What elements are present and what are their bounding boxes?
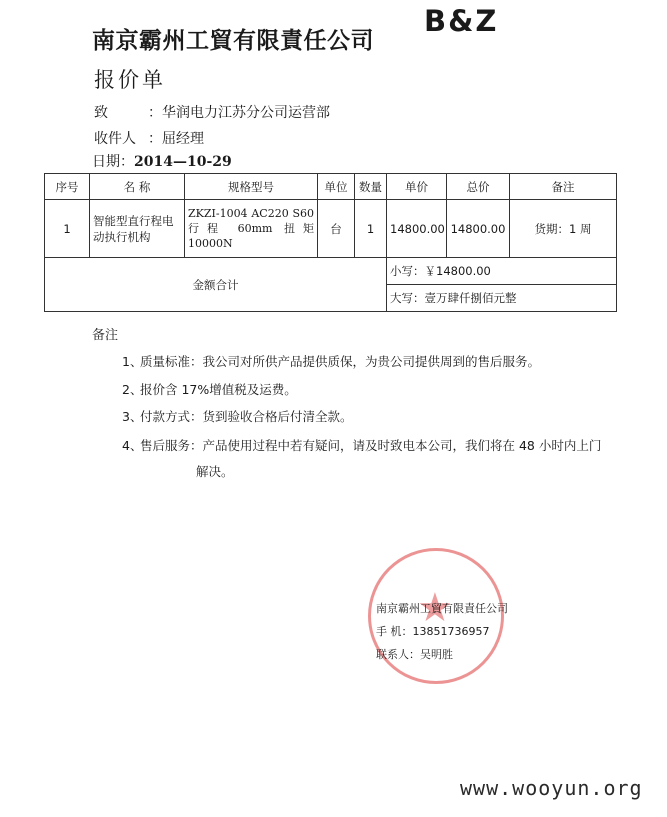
note-item-1: [122, 352, 540, 370]
date-line: [92, 151, 232, 171]
cell-spec: ZKZI-1004 AC220 S60 行程 60mm 扭矩 10000N: [185, 200, 318, 258]
note-text: 售后服务：产品使用过程中若有疑问，请及时致电本公司，我们将在 48 小时内上门: [140, 438, 602, 453]
watermark: www.wooyun.org: [460, 776, 643, 800]
col-header-total-price: 总价: [447, 174, 510, 200]
col-header-spec: 规格型号: [185, 174, 318, 200]
recipient-line: [94, 128, 136, 148]
recipient-value: 屈经理: [162, 131, 204, 147]
note-number: 4、: [122, 438, 143, 453]
signature-phone: 手 机：13851736957: [376, 625, 490, 638]
seal-star-icon: ★: [417, 585, 453, 631]
subtotal-value: 小写：￥14800.00: [387, 258, 617, 285]
note-number: 1、: [122, 354, 143, 369]
company-seal: [368, 548, 504, 684]
notes-title: 备注: [92, 328, 119, 343]
subtotal-row: [45, 258, 617, 285]
to-line: [94, 102, 108, 122]
to-colon: ：: [148, 105, 162, 121]
to-value: 华润电力江苏分公司运营部: [162, 105, 330, 121]
cell-remark: 货期：1 周: [510, 200, 617, 258]
note-text: 质量标准：我公司对所供产品提供质保，为贵公司提供周到的售后服务。: [140, 354, 541, 369]
col-header-qty: 数量: [355, 174, 387, 200]
company-name: 南京霸州工貿有限責任公司: [92, 28, 374, 54]
cell-total-price: 14800.00: [447, 200, 510, 258]
col-header-name: 名 称: [90, 174, 185, 200]
quote-table: [44, 173, 617, 312]
col-header-no: 序号: [45, 174, 90, 200]
note-item-4-continued: 解决。: [196, 464, 234, 479]
col-header-unit: 单位: [318, 174, 355, 200]
note-number: 3、: [122, 409, 143, 424]
total-label: 金额合计: [45, 258, 387, 312]
to-value-line: [148, 102, 330, 122]
cell-qty: 1: [355, 200, 387, 258]
recipient-value-line: [148, 128, 204, 148]
table-row: [45, 200, 617, 258]
note-item-3: [122, 407, 353, 425]
capital-amount: 大写：壹万肆仟捌佰元整: [387, 285, 617, 312]
note-item-4: [122, 436, 601, 454]
recipient-colon: ：: [148, 131, 162, 147]
signature-company: 南京霸州工貿有限責任公司: [376, 602, 508, 615]
cell-name: 智能型直行程电动执行机构: [90, 200, 185, 258]
document-title: 报价单: [94, 68, 166, 92]
note-number: 2、: [122, 382, 143, 397]
cell-unit-price: 14800.00: [387, 200, 447, 258]
date-value: 2014—10-29: [134, 154, 232, 170]
recipient-label: 收件人: [94, 131, 136, 147]
table-header-row: [45, 174, 617, 200]
brand-logo: B&Z: [424, 4, 499, 38]
col-header-unit-price: 单价: [387, 174, 447, 200]
col-header-remark: 备注: [510, 174, 617, 200]
to-label: 致: [94, 105, 108, 121]
cell-unit: 台: [318, 200, 355, 258]
note-text: 付款方式：货到验收合格后付清全款。: [140, 409, 353, 424]
cell-no: 1: [45, 200, 90, 258]
date-label: 日期：: [92, 154, 134, 170]
note-item-2: [122, 380, 297, 398]
note-text: 报价含 17%增值税及运费。: [140, 382, 297, 397]
signature-contact: 联系人：吴明胜: [376, 648, 453, 661]
